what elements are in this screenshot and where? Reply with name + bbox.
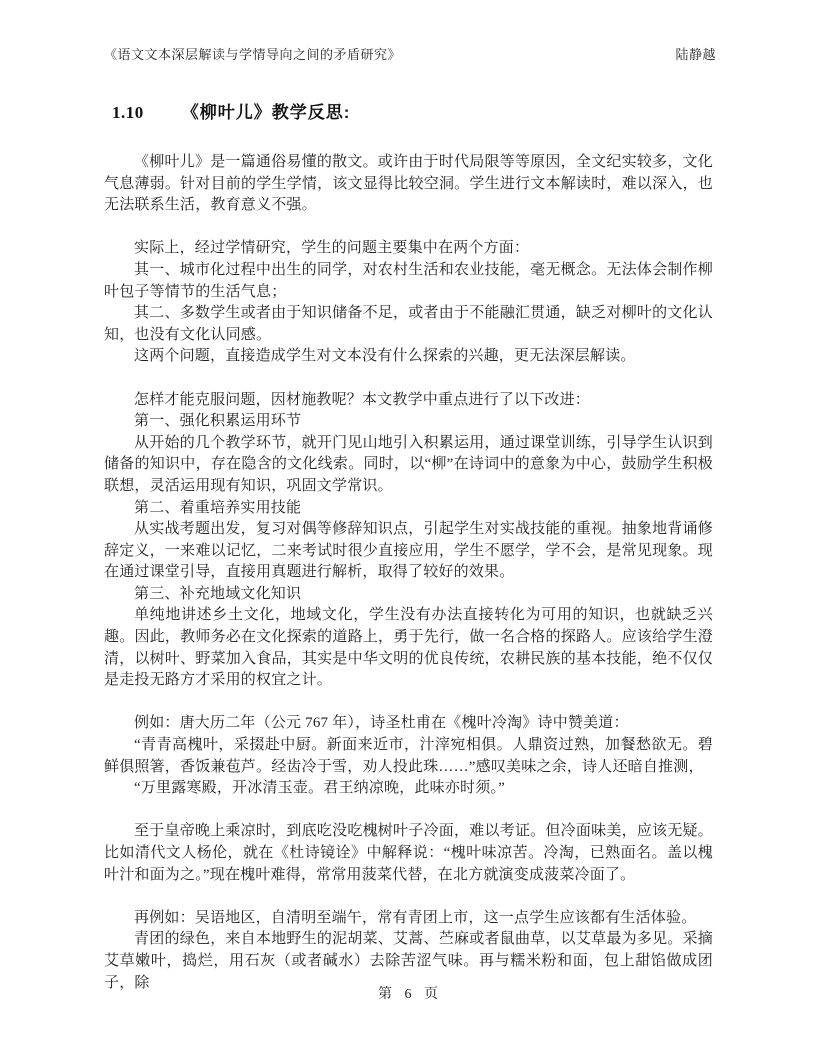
paragraph: 其一、城市化过程中出生的同学，对农村生活和农业技能，毫无概念。无法体会制作柳叶包子等情节的生活气息；: [104, 261, 713, 300]
blank-line: [104, 886, 713, 908]
section-heading: [112, 98, 712, 123]
paragraph: 从实战考题出发，复习对偶等修辞知识点，引起学生对实战技能的重视。抽象地背诵修辞定义，一来难以记忆，二来考试时很少直接应用，学生不愿学，学不会，是常见现象。现在通过课堂引导，直接用真题进行解析，取得了较好的效果。: [104, 521, 713, 581]
blank-line: [104, 800, 713, 822]
page-header: [104, 44, 716, 63]
paragraph: 从开始的几个教学环节，就开门见山地引入积累运用，通过课堂训练，引导学生认识到储备的知识中，存在隐含的文化线索。同时，以“柳”在诗词中的意象为中心，鼓励学生积极联想，灵活运用现有知识，巩固文学常识。: [104, 434, 713, 494]
paragraph: 第二、着重培养实用技能: [134, 499, 302, 516]
paragraph: 再例如：吴语地区，自清明至端午，常有青团上市，这一点学生应该都有生活体验。: [134, 909, 697, 926]
paragraph: 这两个问题，直接造成学生对文本没有什么探索的兴趣，更无法深层解读。: [134, 348, 636, 365]
paragraph: 其二、多数学生或者由于知识储备不足，或者由于不能融汇贯通，缺乏对柳叶的文化认知，也没有文化认同感。: [104, 305, 713, 343]
author-name: 陆静越: [675, 47, 716, 62]
paragraph: 怎样才能克服问题，因材施教呢？本文教学中重点进行了以下改进：: [134, 391, 591, 408]
footer-suffix: 页: [424, 987, 438, 1002]
running-title: 《语文文本深层解读与学情导向之间的矛盾研究》: [104, 47, 402, 62]
paragraph: 实际上，经过学情研究，学生的问题主要集中在两个方面：: [134, 240, 530, 257]
paragraph: 至于皇帝晚上乘凉时，到底吃没吃槐树叶子冷面，难以考证。但冷面味美，应该无疑。比如清代文人杨伦，就在《杜诗镜诠》中解释说：“槐叶味凉苦。冷淘，已熟面名。盖以槐叶汁和面为之。”现在槐叶难得，常常用菠菜代替，在北方就演变成菠菜冷面了。: [104, 823, 713, 883]
paragraph: 《柳叶儿》是一篇通俗易懂的散文。或许由于时代局限等等原因，全文纪实较多，文化气息薄弱。针对目前的学生学情，该文显得比较空洞。学生进行文本解读时，难以深入，也无法联系生活，教育意义不强。: [104, 154, 713, 214]
footer-prefix: 第: [378, 987, 392, 1002]
section-number: 1.10: [112, 103, 144, 122]
blank-line: [104, 217, 713, 239]
blank-line: [104, 368, 713, 390]
paragraph: 例如：唐大历二年（公元 767 年），诗圣杜甫在《槐叶冷淘》诗中赞美道：: [134, 715, 629, 732]
document-body: [104, 152, 713, 994]
blank-line: [104, 692, 713, 714]
paragraph: 第三、补充地域文化知识: [134, 585, 302, 602]
paragraph: 青团的绿色，来自本地野生的泥胡菜、艾蒿、苎麻或者鼠曲草，以艾草最为多见。采摘艾草嫩叶，捣烂，用石灰（或者碱水）去除苦涩气味。再与糯米粉和面，包上甜馅做成团子，除: [104, 931, 713, 991]
paragraph: 第一、强化积累运用环节: [134, 413, 302, 430]
paragraph: “万里露寒殿，开冰清玉壶。君王纳凉晚，此味亦时须。”: [134, 780, 506, 797]
paragraph: 单纯地讲述乡土文化，地域文化，学生没有办法直接转化为可用的知识，也就缺乏兴趣。因此，教师务必在文化探索的道路上，勇于先行，做一名合格的探路人。应该给学生澄清，以树叶、野菜加入食品，其实是中华文明的优良传统，农耕民族的基本技能，绝不仅仅是走投无路方才采用的权宜之计。: [104, 607, 713, 689]
paragraph: “青青高槐叶，采掇赴中厨。新面来近市，汁滓宛相俱。人鼎资过熟，加餐愁欲无。碧鲜俱照箸，香饭兼苞芦。经齿冷于雪，劝人投此珠……”感叹美味之余，诗人还暗自推测，: [104, 737, 713, 775]
page-number: 6: [404, 987, 412, 1002]
section-title: 《柳叶儿》教学反思:: [181, 103, 351, 122]
page-footer: [0, 983, 816, 1003]
